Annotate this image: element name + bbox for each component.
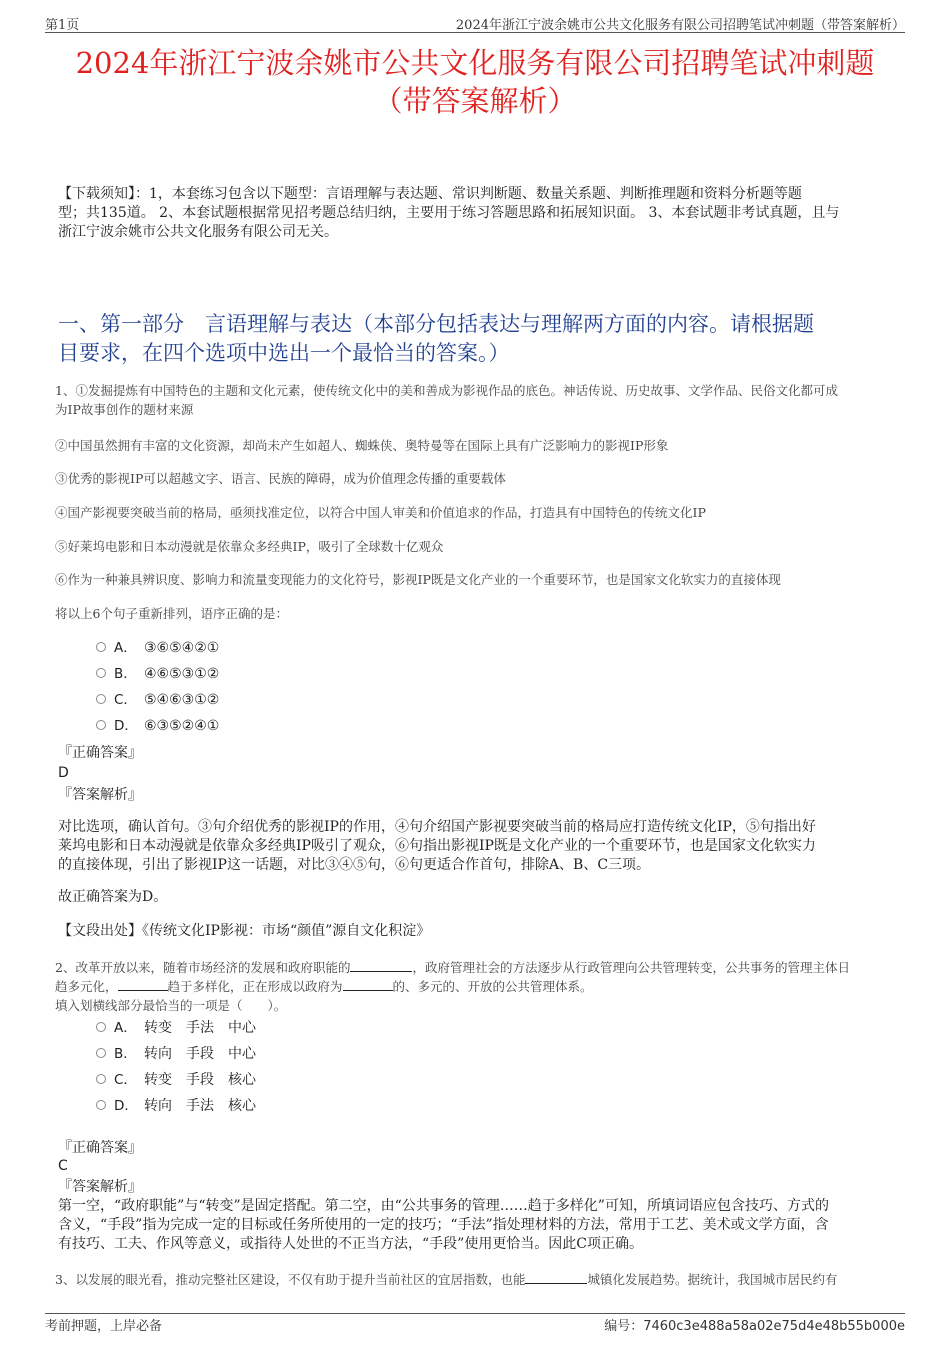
option-letter: C．	[114, 1072, 137, 1088]
header-divider	[45, 32, 905, 33]
option-letter: B．	[114, 666, 137, 682]
footer-divider	[45, 1313, 905, 1314]
q1-answer: D	[58, 765, 69, 781]
q1-sentence-6: ⑥作为一种兼具辨识度、影响力和流量变现能力的文化符号，影视IP既是文化产业的一个重要环节，也是国家文化软实力的直接体现	[55, 572, 781, 587]
radio-icon[interactable]	[96, 1022, 106, 1032]
fill-blank	[350, 959, 412, 972]
q1-analysis-label: 『答案解析』	[58, 787, 142, 803]
q2-answer-label: 『正确答案』	[58, 1140, 142, 1156]
q1-answer-label: 『正确答案』	[58, 745, 142, 761]
fill-blank	[118, 978, 168, 991]
analysis-line: 有技巧、工夫、作风等意义，或指待人处世的不正当方法，“手段”使用更恰当。因此C项正确。	[58, 1236, 644, 1252]
option-text: 转变 手段 核心	[144, 1072, 256, 1088]
q1-prompt: 将以上6个句子重新排列，语序正确的是：	[55, 606, 288, 621]
q2-stem-line: 2、改革开放以来，随着市场经济的发展和政府职能的 ，政府管理社会的方法逐步从行政管理向公共管理转变，公共事务的管理主体日	[55, 960, 850, 975]
q1-source: 【文段出处】《传统文化IP影视：市场“颜值”源自文化积淀》	[58, 923, 431, 939]
option-text: ④⑥⑤③①②	[144, 666, 220, 682]
option-letter: A．	[114, 1020, 137, 1036]
radio-icon[interactable]	[96, 1100, 106, 1110]
fill-blank	[525, 1271, 587, 1284]
q1-conclusion: 故正确答案为D。	[58, 889, 168, 905]
option-text: ⑤④⑥③①②	[144, 692, 220, 708]
q2-option-b[interactable]	[96, 1044, 256, 1064]
option-text: 转向 手段 中心	[144, 1046, 256, 1062]
option-letter: B．	[114, 1046, 137, 1062]
q2-stem	[55, 958, 905, 1015]
option-letter: D．	[114, 1098, 138, 1114]
q2-analysis-label: 『答案解析』	[58, 1179, 142, 1195]
analysis-line: 莱坞电影和日本动漫就是依靠众多经典IP吸引了观众，⑥句指出影视IP既是文化产业的一个重要环节，也是国家文化软实力	[58, 838, 816, 854]
analysis-line: 对比选项，确认首句。③句介绍优秀的影视IP的作用，④句介绍国产影视要突破当前的格局应打造传统文化IP，⑤句指出好	[58, 819, 816, 835]
q2-analysis	[58, 1197, 888, 1254]
header-doc-title: 2024年浙江宁波余姚市公共文化服务有限公司招聘笔试冲刺题（带答案解析）	[455, 18, 905, 33]
q1-sentence-1	[55, 381, 905, 419]
q1-option-b[interactable]	[96, 664, 219, 684]
analysis-line: 第一空，“政府职能”与“转变”是固定搭配。第二空，由“公共事务的管理……趋于多样化”可知，所填词语应包含技巧、方式的	[58, 1198, 829, 1214]
q1-analysis	[58, 818, 888, 875]
q1-option-a[interactable]	[96, 638, 219, 658]
page-title	[40, 44, 910, 120]
footer-code-value: 7460c3e488a58a02e75d4e48b55b000e	[643, 1319, 905, 1334]
radio-icon[interactable]	[96, 1048, 106, 1058]
radio-icon[interactable]	[96, 1074, 106, 1084]
q2-option-d[interactable]	[96, 1096, 256, 1116]
q2-stem-line: 趋多元化， 趋于多样化，正在形成以政府为 的、多元的、开放的公共管理体系。	[55, 979, 593, 994]
page-title-line1: 2024年浙江宁波余姚市公共文化服务有限公司招聘笔试冲刺题	[75, 46, 875, 80]
option-letter: C．	[114, 692, 137, 708]
radio-icon[interactable]	[96, 642, 106, 652]
footer-code	[604, 1315, 905, 1334]
notice-line: 浙江宁波余姚市公共文化服务有限公司无关。	[58, 224, 338, 240]
page-title-line2: （带答案解析）	[373, 84, 577, 118]
q1-sentence-1-line: 1、①发掘提炼有中国特色的主题和文化元素，使传统文化中的美和善成为影视作品的底色。神话传说、历史故事、文学作品、民俗文化都可成	[55, 383, 838, 398]
option-letter: D．	[114, 718, 138, 734]
notice-line: 型；共135道。 2、本套试题根据常见招考题总结归纳，主要用于练习答题思路和拓展知识面。 3、本套试题非考试真题，且与	[58, 205, 840, 221]
option-letter: A．	[114, 640, 137, 656]
option-text: 转向 手法 核心	[144, 1098, 256, 1114]
q3-stem: 3、以发展的眼光看，推动完整社区建设，不仅有助于提升当前社区的宜居指数，也能 城镇化发展趋势。据统计，我国城市居民约有	[55, 1272, 838, 1287]
analysis-line: 含义，“手段”指为完成一定的目标或任务所使用的一定的技巧；“手法”指处理材料的方法，常用于工艺、美术或文学方面，含	[58, 1217, 829, 1233]
analysis-line: 的直接体现，引出了影视IP这一话题，对比③④⑤句，⑥句更适合作首句，排除A、B、C三项。	[58, 857, 651, 873]
footer-code-label: 编号：	[604, 1319, 644, 1334]
section-heading-line: 一、第一部分 言语理解与表达（本部分包括表达与理解两方面的内容。请根据题	[58, 312, 814, 336]
fill-blank	[343, 978, 393, 991]
download-notice	[58, 185, 903, 242]
footer-slogan: 考前押题，上岸必备	[45, 1319, 163, 1334]
option-text: 转变 手法 中心	[144, 1020, 256, 1036]
option-text: ⑥③⑤②④①	[144, 718, 220, 734]
q2-prompt: 填入划横线部分最恰当的一项是（ ）。	[55, 998, 287, 1013]
q1-sentence-5: ⑤好莱坞电影和日本动漫就是依靠众多经典IP，吸引了全球数十亿观众	[55, 539, 444, 554]
radio-icon[interactable]	[96, 720, 106, 730]
header-page-number: 第1页	[45, 18, 80, 33]
q1-option-c[interactable]	[96, 690, 219, 710]
radio-icon[interactable]	[96, 668, 106, 678]
section-heading	[58, 310, 903, 368]
notice-line: 【下载须知】：1，本套练习包含以下题型：言语理解与表达题、常识判断题、数量关系题、判断推理题和资料分析题等题	[58, 186, 802, 202]
q2-answer: C	[58, 1158, 68, 1174]
radio-icon[interactable]	[96, 694, 106, 704]
q1-sentence-3: ③优秀的影视IP可以超越文字、语言、民族的障碍，成为价值理念传播的重要载体	[55, 471, 506, 486]
q1-sentence-1-line: 为IP故事创作的题材来源	[55, 402, 194, 417]
q1-sentence-2: ②中国虽然拥有丰富的文化资源，却尚未产生如超人、蜘蛛侠、奥特曼等在国际上具有广泛影响力的影视IP形象	[55, 438, 669, 453]
q1-sentence-4: ④国产影视要突破当前的格局，亟须找准定位，以符合中国人审美和价值追求的作品，打造具有中国特色的传统文化IP	[55, 505, 706, 520]
q1-option-d[interactable]	[96, 716, 219, 736]
section-heading-line: 目要求，在四个选项中选出一个最恰当的答案。）	[58, 341, 510, 365]
option-text: ③⑥⑤④②①	[144, 640, 220, 656]
q2-option-c[interactable]	[96, 1070, 256, 1090]
q2-option-a[interactable]	[96, 1018, 256, 1038]
